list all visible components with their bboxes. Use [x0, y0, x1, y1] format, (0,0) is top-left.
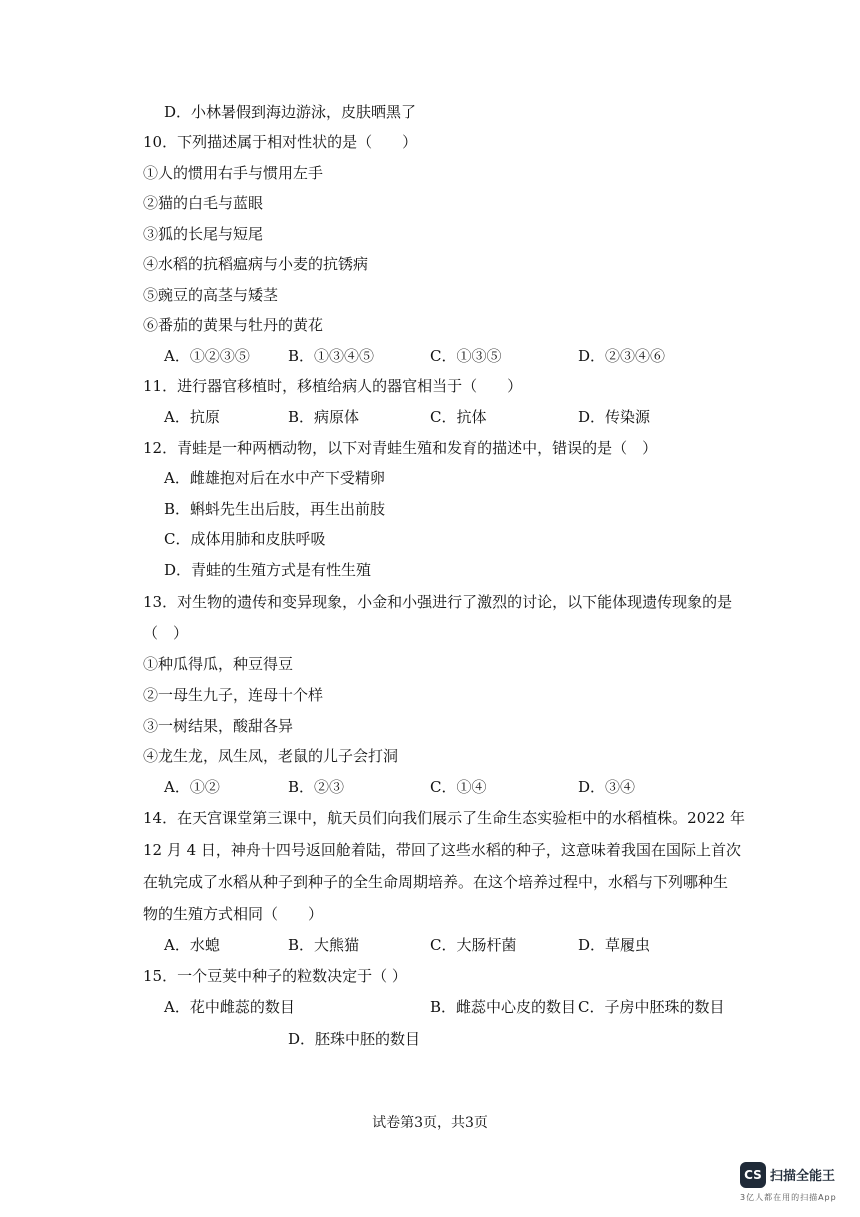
q11-option-c: C．抗体 [430, 408, 487, 426]
q14-option-b: B．大熊猫 [288, 936, 360, 954]
q11-option-b: B．病原体 [288, 408, 360, 426]
q14-stem-line-1: 14．在天宫课堂第三课中，航天员们向我们展示了生命生态实验柜中的水稻植株。2022 年 [143, 809, 746, 827]
q10-item-5: ⑤豌豆的高茎与矮茎 [143, 286, 279, 304]
q10-option-d: D．②③④⑥ [578, 347, 666, 365]
q13-stem: 13．对生物的遗传和变异现象，小金和小强进行了激烈的讨论，以下能体现遗传现象的是 [143, 593, 733, 611]
watermark-name: 扫描全能王 [770, 1169, 836, 1184]
watermark-tagline: 3亿人都在用的扫描App [740, 1193, 837, 1202]
q15-stem: 15．一个豆荚中种子的粒数决定于（ ） [143, 967, 407, 985]
q14-stem-line-4: 物的生殖方式相同（ ） [143, 905, 324, 923]
q10-item-2: ②猫的白毛与蓝眼 [143, 194, 264, 212]
q13-stem-cont: （ ） [143, 624, 189, 642]
q10-item-4: ④水稻的抗稻瘟病与小麦的抗锈病 [143, 255, 369, 273]
q10-option-c: C．①③⑤ [430, 347, 502, 365]
q13-item-2: ②一母生九子，连母十个样 [143, 686, 324, 704]
q11-stem: 11．进行器官移植时，移植给病人的器官相当于（ ） [143, 377, 523, 395]
q10-stem: 10．下列描述属于相对性状的是（ ） [143, 133, 418, 151]
q14-stem-line-2: 12 月 4 日，神舟十四号返回舱着陆，带回了这些水稻的种子，这意味着我国在国际上首次 [143, 841, 741, 859]
scanner-watermark [740, 1162, 850, 1206]
q13-item-1: ①种瓜得瓜，种豆得豆 [143, 655, 294, 673]
page-footer: 试卷第3页，共3页 [372, 1115, 488, 1131]
q12-option-a: A．雌雄抱对后在水中产下受精卵 [164, 469, 385, 487]
q14-option-d: D．草履虫 [578, 936, 651, 954]
q10-item-1: ①人的惯用右手与惯用左手 [143, 164, 324, 182]
q10-item-6: ⑥番茄的黄果与牡丹的黄花 [143, 316, 324, 334]
q11-option-a: A．抗原 [164, 408, 220, 426]
q13-option-b: B．②③ [288, 778, 345, 796]
q13-item-4: ④龙生龙，凤生凤，老鼠的儿子会打洞 [143, 747, 399, 765]
q9-option-d: D．小林暑假到海边游泳，皮肤晒黑了 [164, 103, 417, 121]
q13-option-a: A．①② [164, 778, 220, 796]
q12-option-d: D．青蛙的生殖方式是有性生殖 [164, 561, 372, 579]
q15-option-c: C．子房中胚珠的数目 [578, 998, 725, 1016]
q10-item-3: ③狐的长尾与短尾 [143, 225, 264, 243]
q11-option-d: D．传染源 [578, 408, 651, 426]
q13-item-3: ③一树结果，酸甜各异 [143, 717, 294, 735]
q14-option-a: A．水螅 [164, 936, 220, 954]
q12-stem: 12．青蛙是一种两栖动物，以下对青蛙生殖和发育的描述中，错误的是（ ） [143, 439, 658, 457]
q14-option-c: C．大肠杆菌 [430, 936, 517, 954]
q10-option-a: A．①②③⑤ [164, 347, 250, 365]
q15-option-d: D．胚珠中胚的数目 [288, 1030, 421, 1048]
q13-option-d: D．③④ [578, 778, 636, 796]
camscanner-logo-icon: CS [740, 1162, 766, 1188]
q15-option-a: A．花中雌蕊的数目 [164, 998, 295, 1016]
q15-option-b: B．雌蕊中心皮的数目 [430, 998, 577, 1016]
q12-option-b: B．蝌蚪先生出后肢，再生出前肢 [164, 500, 386, 518]
q10-option-b: B．①③④⑤ [288, 347, 375, 365]
q13-option-c: C．①④ [430, 778, 487, 796]
q14-stem-line-3: 在轨完成了水稻从种子到种子的全生命周期培养。在这个培养过程中，水稻与下列哪种生 [143, 873, 729, 891]
q12-option-c: C．成体用肺和皮肤呼吸 [164, 530, 326, 548]
